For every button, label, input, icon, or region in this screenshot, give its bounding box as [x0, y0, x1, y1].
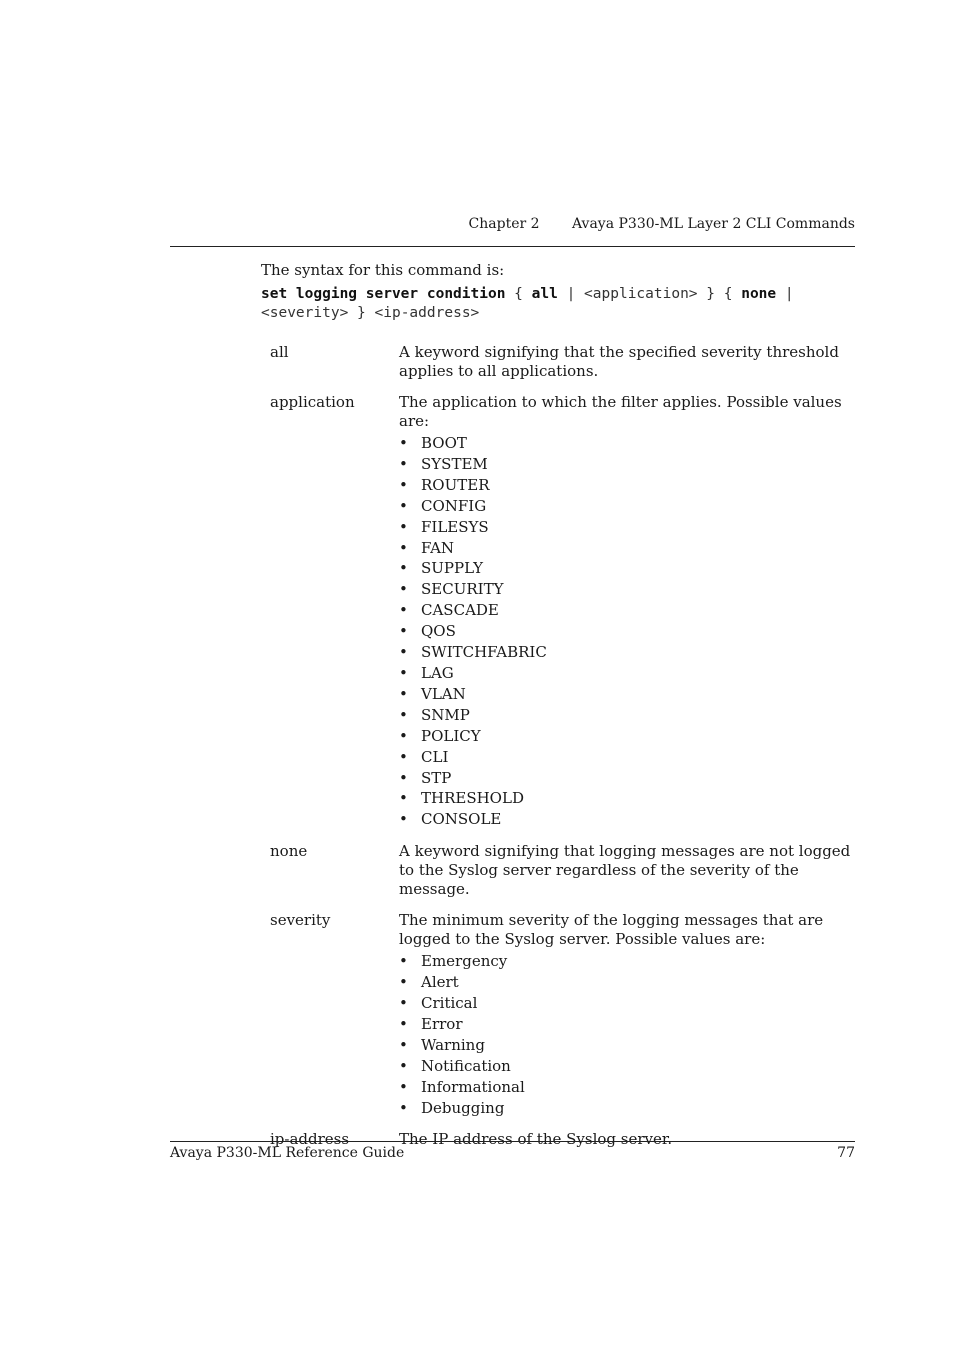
command-syntax [261, 285, 851, 323]
param-description: A keyword signifying that logging messages are not logged to the Syslog server regardless of the severity of the message. [399, 842, 851, 899]
list-item [399, 726, 855, 747]
list-item [399, 768, 855, 789]
list-item [399, 951, 855, 972]
param-row-application [270, 393, 855, 830]
list-item [399, 496, 855, 517]
bullet-icon: • [399, 475, 408, 494]
list-item-label: POLICY [421, 726, 481, 745]
list-item [399, 1056, 855, 1077]
list-item-label: SYSTEM [421, 454, 488, 473]
param-description-block [399, 393, 855, 830]
list-item-label: Critical [421, 994, 478, 1013]
bullet-icon: • [399, 559, 408, 578]
list-item-label: ROUTER [421, 475, 490, 494]
list-item-label: Alert [421, 973, 459, 992]
bullet-icon: • [399, 768, 408, 787]
bullet-icon: • [399, 1098, 408, 1117]
param-name: severity [270, 911, 331, 930]
list-item-label: QOS [421, 622, 456, 641]
param-description: The IP address of the Syslog server. [399, 1130, 673, 1149]
syntax-severity: <severity> [261, 305, 349, 321]
syntax-brace: } [706, 286, 716, 302]
bullet-icon: • [399, 663, 408, 682]
bullet-icon: • [399, 601, 408, 620]
list-item [399, 579, 855, 600]
bullet-icon: • [399, 1056, 408, 1075]
list-item-label: FILESYS [421, 517, 489, 536]
list-item [399, 1098, 855, 1119]
param-description: A keyword signifying that the specified severity threshold applies to all applications. [399, 343, 839, 380]
bullet-icon: • [399, 705, 408, 724]
bullet-icon: • [399, 434, 408, 452]
param-description: The minimum severity of the logging messages that are logged to the Syslog server. Possible values are: [399, 911, 824, 949]
bullet-icon: • [399, 994, 408, 1013]
bullet-icon: • [399, 1077, 408, 1096]
param-name: application [270, 393, 355, 411]
bullet-icon: • [399, 810, 408, 829]
list-item-label: CONFIG [421, 496, 487, 515]
chapter-label: Chapter 2 [468, 216, 540, 232]
value-list [399, 433, 855, 830]
syntax-ip-address: <ip-address> [374, 305, 480, 321]
list-item [399, 788, 855, 809]
bullet-icon: • [399, 496, 408, 515]
parameter-table [270, 343, 855, 1161]
list-item [399, 684, 855, 705]
header-rule [170, 246, 855, 247]
list-item-label: Notification [421, 1056, 511, 1075]
param-description-block [399, 911, 855, 1118]
guide-title: Avaya P330-ML Reference Guide [170, 1145, 405, 1161]
list-item [399, 993, 855, 1014]
syntax-pipe: | [566, 286, 576, 302]
list-item-label: CLI [421, 747, 449, 766]
list-item [399, 1077, 855, 1098]
list-item-label: SECURITY [421, 580, 504, 599]
list-item [399, 600, 855, 621]
list-item [399, 517, 855, 538]
bullet-icon: • [399, 643, 408, 662]
list-item [399, 433, 855, 454]
param-name: all [270, 343, 289, 361]
param-row-all [270, 343, 855, 381]
list-item [399, 972, 855, 993]
list-item [399, 747, 855, 768]
list-item-label: Informational [421, 1077, 525, 1096]
param-row-none [270, 842, 855, 899]
footer-rule [170, 1141, 855, 1142]
syntax-brace: { [514, 286, 523, 302]
bullet-icon: • [399, 726, 408, 745]
param-row-severity [270, 911, 855, 1118]
bullet-icon: • [399, 580, 408, 599]
list-item-label: Emergency [421, 952, 508, 971]
bullet-icon: • [399, 747, 408, 766]
list-item [399, 621, 855, 642]
syntax-brace: { [723, 286, 733, 302]
list-item-label: Error [421, 1014, 463, 1033]
section-title: Avaya P330-ML Layer 2 CLI Commands [572, 216, 855, 232]
bullet-icon: • [399, 1014, 408, 1033]
bullet-icon: • [399, 517, 408, 536]
list-item-label: CASCADE [421, 601, 499, 620]
list-item-label: LAG [421, 663, 454, 682]
syntax-brace: } [357, 305, 366, 321]
list-item [399, 454, 855, 475]
list-item [399, 642, 855, 663]
syntax-keyword-all: all [531, 286, 558, 302]
list-item-label: Warning [421, 1035, 485, 1054]
bullet-icon: • [399, 622, 408, 641]
list-item [399, 558, 855, 579]
list-item-label: SWITCHFABRIC [421, 643, 547, 662]
bullet-icon: • [399, 1035, 408, 1054]
bullet-icon: • [399, 789, 408, 808]
list-item-label: Debugging [421, 1098, 505, 1117]
page-header [170, 216, 855, 232]
intro-text: The syntax for this command is: [261, 261, 505, 279]
param-description: The application to which the filter applies. Possible values are: [399, 393, 842, 430]
bullet-icon: • [399, 684, 408, 703]
bullet-icon: • [399, 973, 408, 992]
page-number: 77 [837, 1145, 855, 1161]
syntax-keyword-none: none [741, 286, 777, 302]
list-item-label: SNMP [421, 705, 470, 724]
syntax-command: set logging server condition [261, 286, 506, 302]
param-name: ip-address [270, 1130, 350, 1149]
list-item [399, 1014, 855, 1035]
param-name: none [270, 842, 308, 861]
list-item-label: VLAN [421, 684, 466, 703]
list-item-label: THRESHOLD [421, 789, 524, 808]
list-item [399, 1035, 855, 1056]
list-item [399, 705, 855, 726]
bullet-icon: • [399, 952, 408, 971]
list-item [399, 475, 855, 496]
list-item-label: CONSOLE [421, 810, 502, 829]
list-item-label: FAN [421, 538, 455, 557]
list-item-label: SUPPLY [421, 559, 484, 578]
list-item [399, 809, 855, 830]
list-item [399, 538, 855, 559]
page-footer [170, 1145, 855, 1161]
list-item [399, 663, 855, 684]
syntax-application: <application> [584, 286, 698, 302]
list-item-label: STP [421, 768, 452, 787]
bullet-icon: • [399, 538, 408, 557]
list-item-label: BOOT [421, 434, 467, 452]
value-list [399, 951, 855, 1118]
syntax-pipe: | [784, 286, 794, 302]
bullet-icon: • [399, 454, 408, 473]
